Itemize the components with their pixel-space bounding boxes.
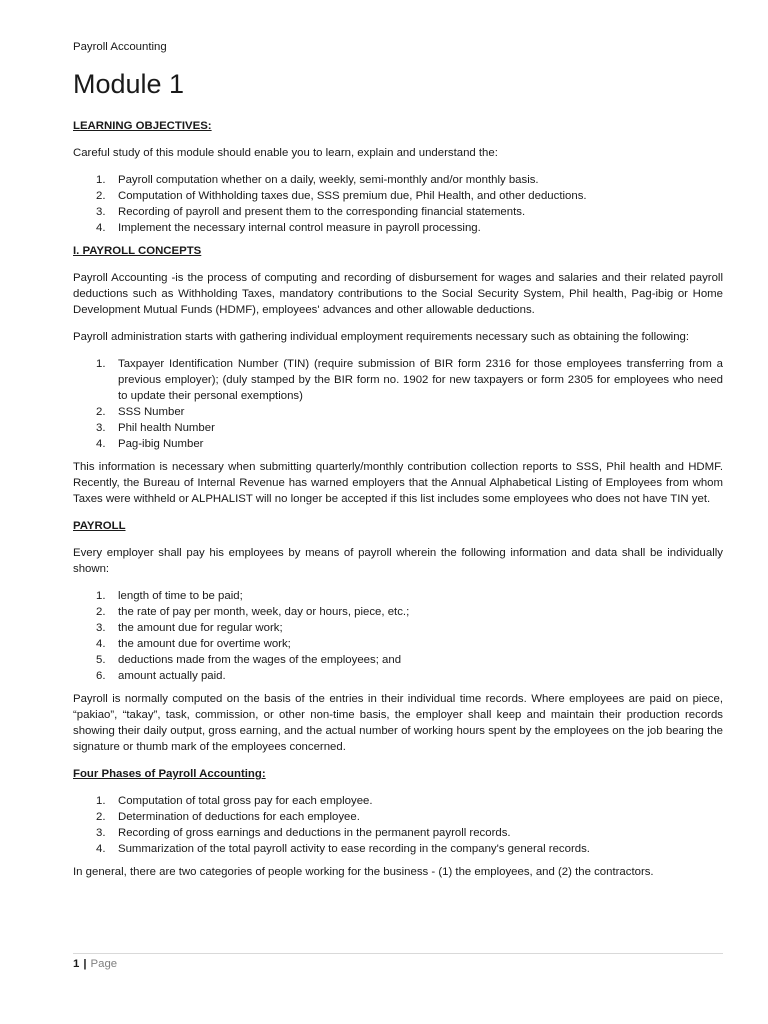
- payroll-concepts-heading: I. PAYROLL CONCEPTS: [73, 245, 202, 257]
- list-item: 2. the rate of pay per month, week, day or hours, piece, etc.;: [96, 606, 410, 618]
- information-paragraph: This information is necessary when submitting quarterly/monthly contribution collection reports to SSS, Phil health and HDMF. Recently, the Bureau of Internal Revenue has warned employers that the Annual Alphabetical Listing of Employees from whom Taxes were withheld or ALPHALIST will no longer be accepted if this list includes some employees who does not have TIN yet.: [73, 461, 723, 505]
- footer-divider: [73, 953, 723, 954]
- categories-paragraph: In general, there are two categories of people working for the business - (1) the employees, and (2) the contractors.: [73, 866, 654, 878]
- module-title: Module 1: [73, 69, 185, 99]
- objectives-intro: Careful study of this module should enable you to learn, explain and understand the:: [73, 147, 498, 159]
- list-item: 1. Computation of total gross pay for each employee.: [96, 795, 373, 807]
- list-item: 2. Computation of Withholding taxes due, SSS premium due, Phil Health, and other deductions.: [96, 190, 587, 202]
- learning-objectives-heading: LEARNING OBJECTIVES:: [73, 120, 212, 132]
- list-item: 6. amount actually paid.: [96, 670, 226, 682]
- four-phases-heading: Four Phases of Payroll Accounting:: [73, 768, 266, 780]
- payroll-accounting-definition: Payroll Accounting -is the process of computing and recording of disbursement for wages and salaries and their related payroll deductions such as Withholding Taxes, mandatory contributions to the Social Security System, Phil health, Pag-ibig or Home Development Mutual Funds (HDMF), employees' advances and other allowable deductions.: [73, 272, 723, 316]
- list-item: 5. deductions made from the wages of the employees; and: [96, 654, 402, 666]
- list-item: 4. Pag-ibig Number: [96, 438, 204, 450]
- page-number: 1: [73, 958, 80, 970]
- footer-separator: |: [83, 958, 87, 970]
- list-item: 4. Implement the necessary internal control measure in payroll processing.: [96, 222, 481, 234]
- payroll-heading: PAYROLL: [73, 520, 126, 532]
- running-header: Payroll Accounting: [73, 41, 167, 53]
- list-item: 1. Payroll computation whether on a daily, weekly, semi-monthly and/or monthly basis.: [96, 174, 539, 186]
- payroll-data-list: [73, 588, 723, 684]
- payroll-computation-paragraph: Payroll is normally computed on the basis of the entries in their individual time records. Where employees are paid on piece, “pakiao”, “takay”, task, commission, or other non-time basis, the employer shall keep and maintain their production records showing their daily output, gross earning, and the actual number of working hours spent by the employees on the job bearing the signature or thumb mark of the employees concerned.: [73, 693, 723, 753]
- payroll-administration-paragraph: Payroll administration starts with gathering individual employment requirements necessary such as obtaining the following:: [73, 331, 690, 343]
- page-label: Page: [90, 958, 118, 970]
- list-item: 2. Determination of deductions for each employee.: [96, 811, 360, 823]
- objectives-list: [73, 172, 723, 236]
- list-item: 1. length of time to be paid;: [96, 590, 243, 602]
- list-item: 4. the amount due for overtime work;: [96, 638, 291, 650]
- list-item: 1. Taxpayer Identification Number (TIN) (require submission of BIR form 2316 for those employees transferring from a previous employer); (duly stamped by the BIR form no. 1902 for new taxpayers or form 2305 for employees who need to update their personal exemptions): [96, 358, 723, 402]
- page-body: [73, 118, 723, 891]
- list-item: 2. SSS Number: [96, 406, 185, 418]
- payroll-intro: Every employer shall pay his employees by means of payroll wherein the following information and data shall be individually shown:: [73, 547, 723, 575]
- list-item: 4. Summarization of the total payroll activity to ease recording in the company's general records.: [96, 843, 590, 855]
- phases-list: [73, 793, 723, 857]
- list-item: 3. Phil health Number: [96, 422, 215, 434]
- requirements-list: [73, 356, 723, 452]
- page-footer: [73, 956, 117, 972]
- list-item: 3. Recording of gross earnings and deductions in the permanent payroll records.: [96, 827, 511, 839]
- list-item: 3. the amount due for regular work;: [96, 622, 283, 634]
- list-item: 3. Recording of payroll and present them to the corresponding financial statements.: [96, 206, 526, 218]
